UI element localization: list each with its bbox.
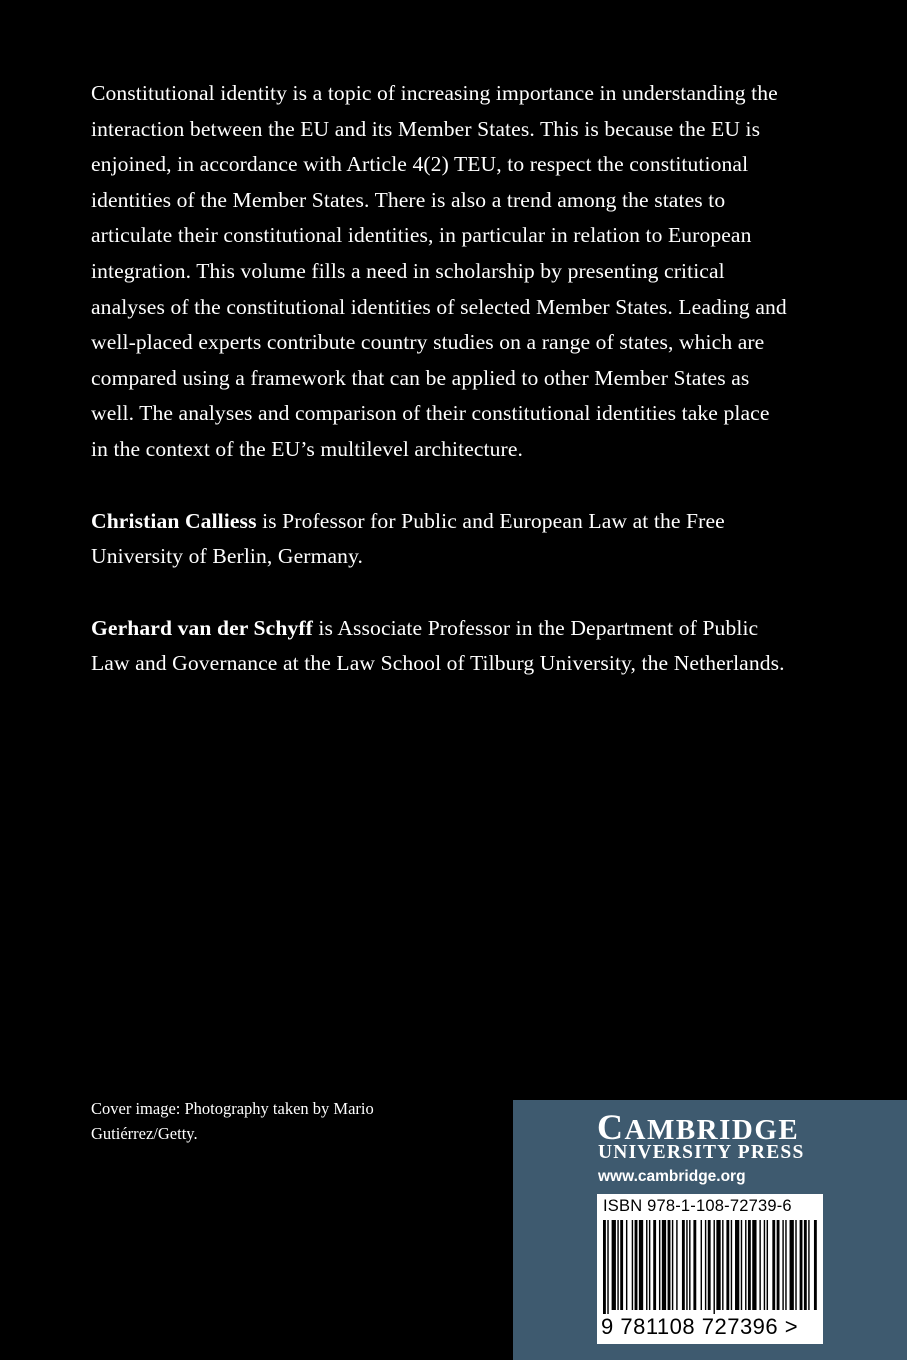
publisher-url: www.cambridge.org	[598, 1168, 746, 1185]
publisher-press-label: UNIVERSITY PRESS	[598, 1142, 805, 1163]
author-bio-1	[91, 504, 791, 575]
author-name-2: Gerhard van der Schyff	[91, 615, 313, 640]
author-bio-2	[91, 611, 791, 682]
publisher-panel	[513, 1100, 907, 1360]
barcode-digits: 9 781108 727396 >	[601, 1314, 799, 1339]
cover-image-credit: Cover image: Photography taken by Mario Gutiérrez/Getty.	[91, 1099, 374, 1143]
isbn-label: ISBN 978-1-108-72739-6	[603, 1197, 792, 1215]
author-name-1: Christian Calliess	[91, 508, 257, 533]
publisher-name: CAMBRIDGE	[597, 1107, 800, 1147]
isbn-barcode	[597, 1194, 823, 1344]
author-bio-text-1: is Professor for Public and European Law at the Free University of Berlin, Germany.	[91, 508, 725, 569]
barcode-icon	[597, 1220, 823, 1314]
back-cover-text	[91, 76, 791, 682]
description-paragraph: Constitutional identity is a topic of increasing importance in understanding the interaction between the EU and its Member States. This is because the EU is enjoined, in accordance with Article 4(2) TEU, to respect the constitutional identities of the Member States. There is also a trend among the states to articulate their constitutional identities, in particular in relation to European integration. This volume fills a need in scholarship by presenting critical analyses of the constitutional identities of selected Member States. Leading and well-placed experts contribute country studies on a range of states, which are compared using a framework that can be applied to other Member States as well. The analyses and comparison of their constitutional identities take place in the context of the EU’s multilevel architecture.	[91, 81, 787, 461]
author-bio-text-2: is Associate Professor in the Department of Public Law and Governance at the Law School of Tilburg University, the Netherlands.	[91, 615, 785, 676]
